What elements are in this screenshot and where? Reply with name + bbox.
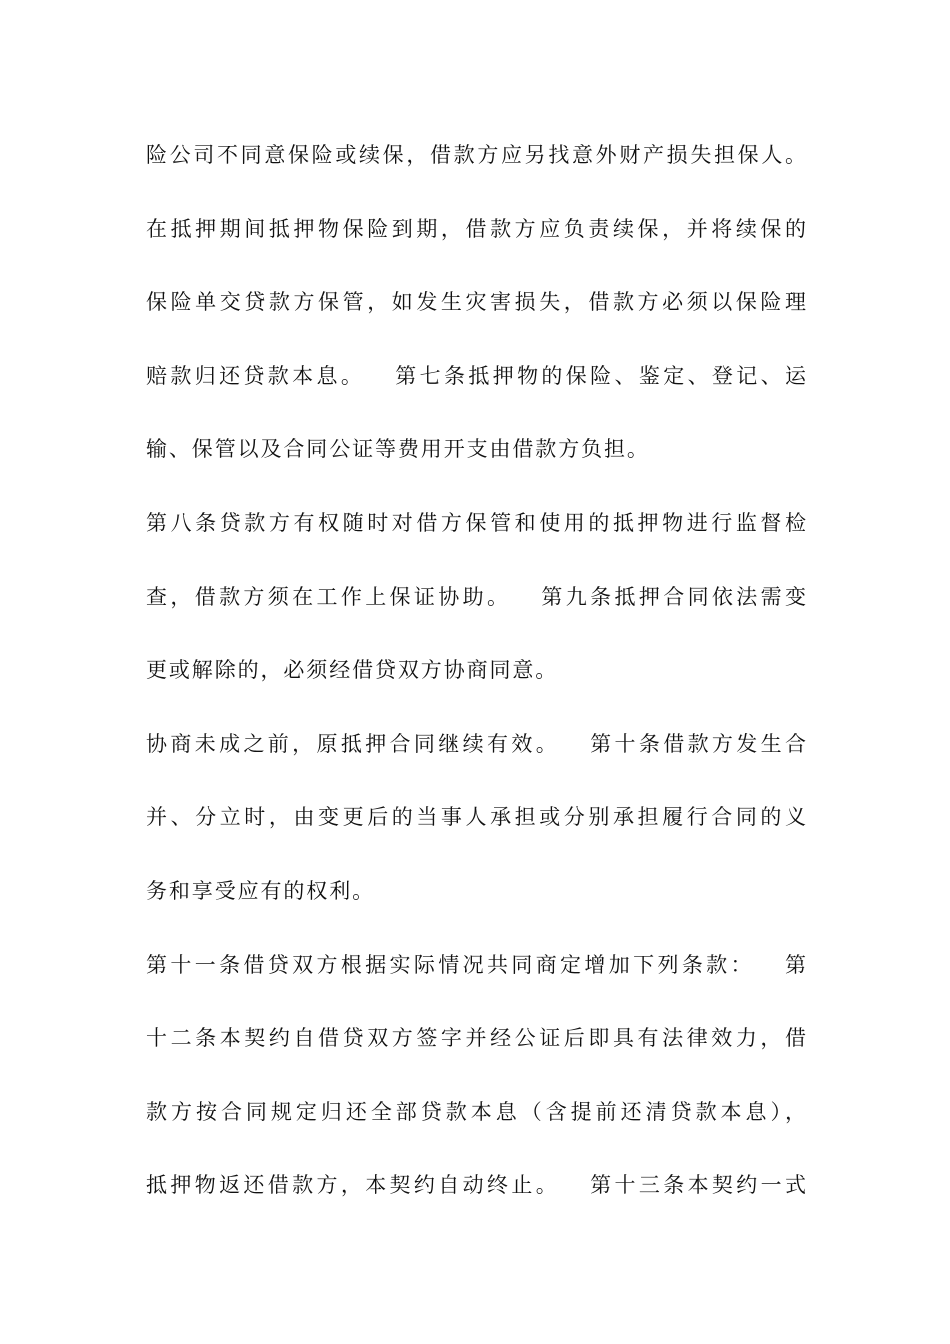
text-line: 在抵押期间抵押物保险到期，借款方应负责续保，并将续保的 — [146, 216, 806, 241]
text-line: 十二条本契约自借贷双方签字并经公证后即具有法律效力，借 — [146, 1026, 806, 1051]
text-line: 款方按合同规定归还全部贷款本息（含提前还清贷款本息）， — [146, 1099, 806, 1124]
text-line: 保险单交贷款方保管，如发生灾害损失，借款方必须以保险理 — [146, 290, 806, 315]
text-line: 赔款归还贷款本息。 第七条抵押物的保险、鉴定、登记、运 — [146, 363, 806, 388]
text-line: 险公司不同意保险或续保，借款方应另找意外财产损失担保人。 — [146, 143, 806, 167]
text-line: 输、保管以及合同公证等费用开支由借款方负担。 — [146, 437, 650, 462]
text-line: 并、分立时，由变更后的当事人承担或分别承担履行合同的义 — [146, 805, 806, 830]
text-line: 查，借款方须在工作上保证协助。 第九条抵押合同依法需变 — [146, 584, 806, 609]
text-line: 务和享受应有的权利。 — [146, 878, 375, 903]
text-line: 第八条贷款方有权随时对借方保管和使用的抵押物进行监督检 — [146, 510, 806, 535]
text-line: 协商未成之前，原抵押合同继续有效。 第十条借款方发生合 — [146, 731, 806, 756]
document-body — [146, 133, 806, 1237]
text-line: 更或解除的，必须经借贷双方协商同意。 — [146, 658, 559, 683]
text-line: 第十一条借贷双方根据实际情况共同商定增加下列条款： 第 — [146, 952, 806, 977]
text-line: 抵押物返还借款方，本契约自动终止。 第十三条本契约一式 — [146, 1173, 806, 1198]
